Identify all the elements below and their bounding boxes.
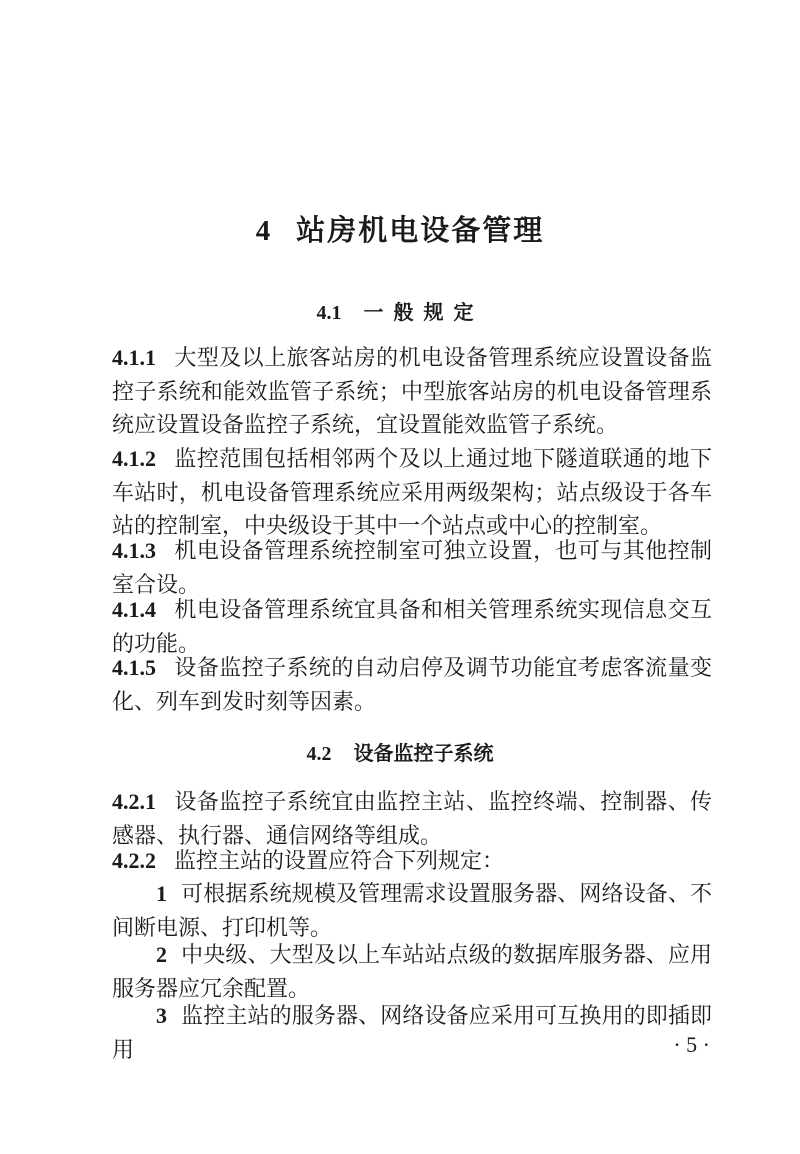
section-title: 设备监控子系统: [353, 741, 494, 765]
section-number: 4.1: [316, 302, 342, 324]
clause-text: 设备监控子系统的自动启停及调节功能宜考虑客流量变化、列车到发时刻等因素。: [112, 656, 712, 715]
chapter-title: 站房机电设备管理: [296, 213, 545, 247]
clause-number: 4.1.1: [112, 345, 156, 370]
clause-number: 4.2.1: [112, 789, 156, 814]
clause-text: 机电设备管理系统宜具备和相关管理系统实现信息交互的功能。: [112, 598, 712, 657]
item-text: 监控主站的服务器、网络设备应采用可互换用的即插即用: [112, 1004, 712, 1063]
item-text: 中央级、大型及以上车站站点级的数据库服务器、应用服务器应冗余配置。: [112, 943, 712, 1002]
item-number: 1: [156, 881, 167, 906]
section-number: 4.2: [306, 743, 332, 765]
clause-4-1-2: [112, 442, 712, 544]
section-title: 一般规定: [363, 300, 484, 324]
clause-4-2-2: [112, 844, 712, 879]
clause-text: 机电设备管理系统控制室可独立设置，也可与其他控制室合设。: [112, 539, 712, 598]
clause-number: 4.2.2: [112, 848, 156, 873]
item-text: 可根据系统规模及管理需求设置服务器、网络设备、不间断电源、打印机等。: [112, 882, 712, 941]
section-heading-4-2: [0, 737, 800, 766]
section-heading-4-1: [0, 296, 800, 325]
clause-number: 4.1.5: [112, 655, 156, 680]
clause-4-2-1: [112, 785, 712, 853]
chapter-number: 4: [255, 215, 273, 247]
page-number: · 5 ·: [673, 1032, 710, 1057]
list-item-1: [112, 877, 712, 945]
clause-4-1-3: [112, 534, 712, 602]
clause-text: 设备监控子系统宜由监控主站、监控终端、控制器、传感器、执行器、通信网络等组成。: [112, 790, 712, 849]
clause-number: 4.1.4: [112, 597, 156, 622]
item-number: 3: [156, 1003, 167, 1028]
clause-number: 4.1.3: [112, 538, 156, 563]
chapter-heading: [0, 208, 800, 249]
clause-text: 大型及以上旅客站房的机电设备管理系统应设置设备监控子系统和能效监管子系统；中型旅客站房的机电设备管理系统应设置设备监控子系统，宜设置能效监管子系统。: [112, 346, 712, 438]
clause-number: 4.1.2: [112, 446, 156, 471]
clause-text: 监控范围包括相邻两个及以上通过地下隧道联通的地下车站时，机电设备管理系统应采用两级架构；站点级设于各车站的控制室，中央级设于其中一个站点或中心的控制室。: [112, 447, 712, 539]
clause-4-1-5: [112, 651, 712, 719]
list-item-2: [112, 938, 712, 1006]
clause-text: 监控主站的设置应符合下列规定：: [174, 849, 505, 874]
clause-4-1-1: [112, 341, 712, 443]
item-number: 2: [156, 942, 167, 967]
